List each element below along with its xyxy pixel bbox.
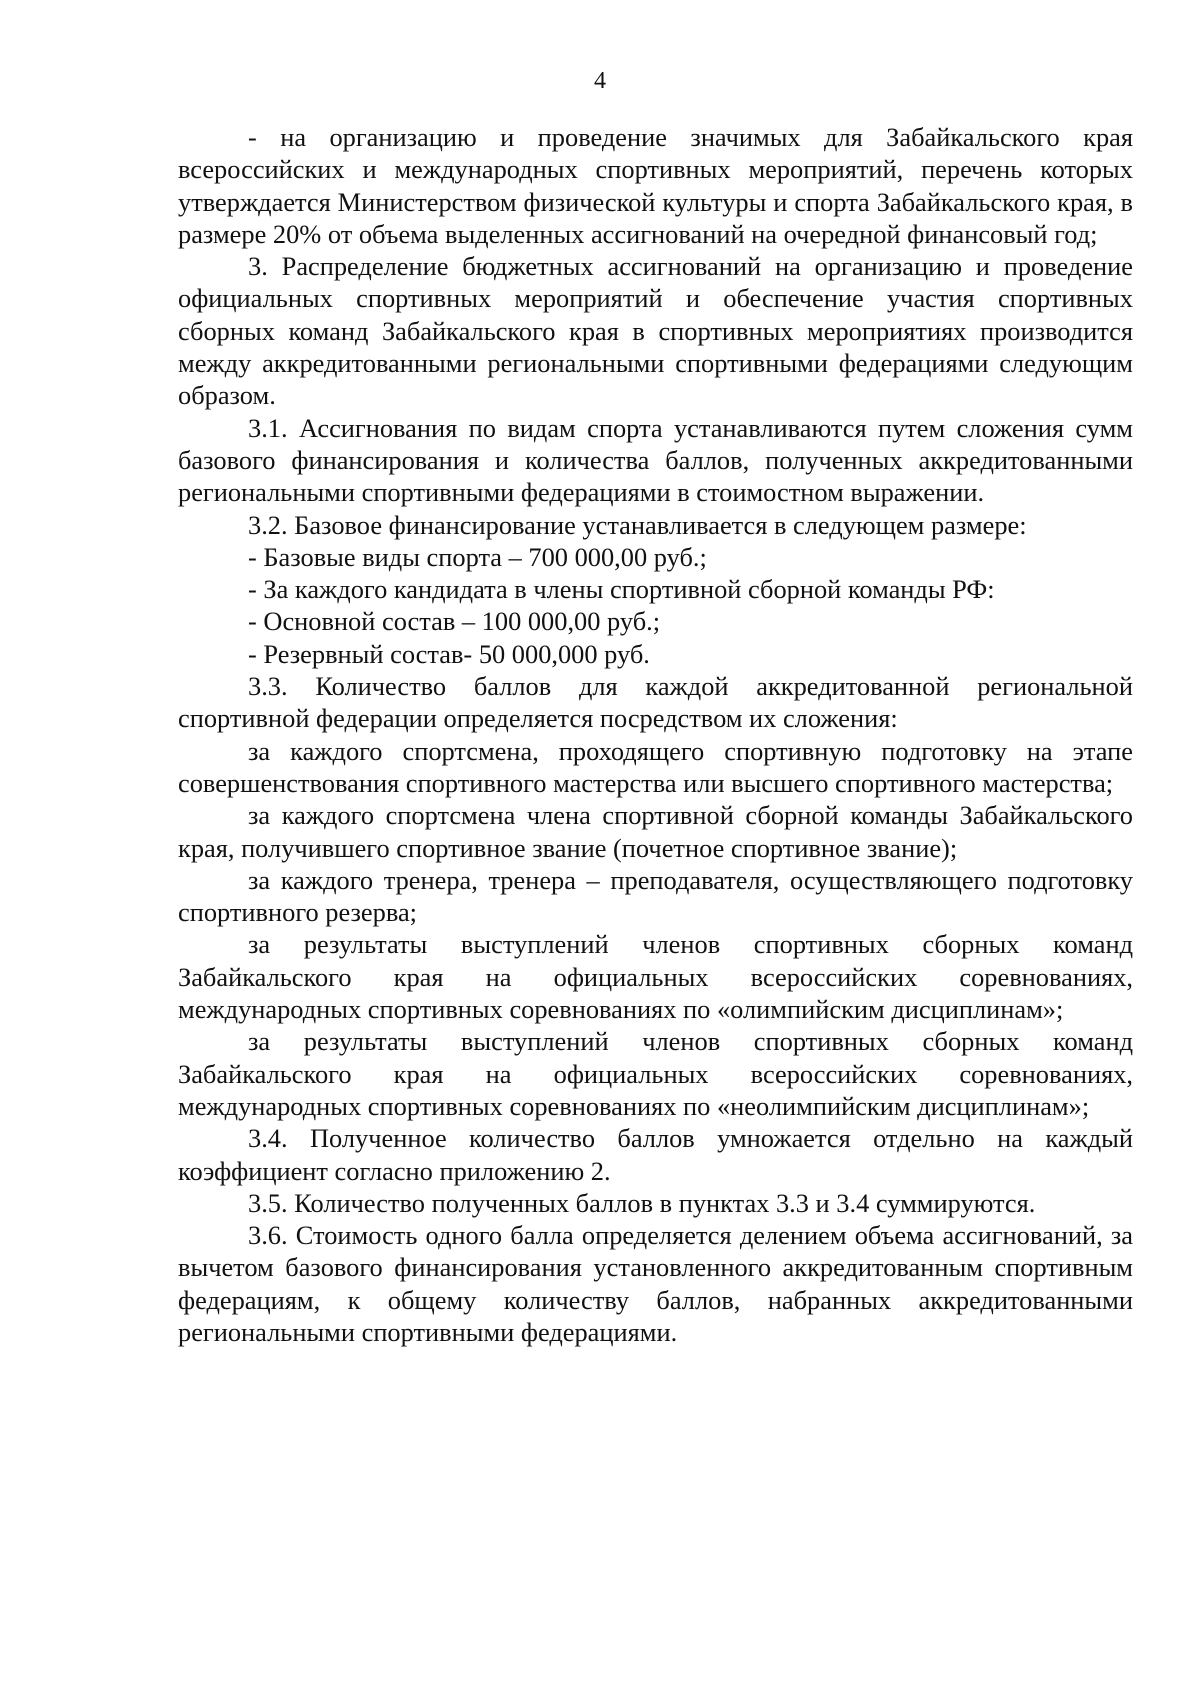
paragraph-3-5: 3.5. Количество полученных баллов в пунктах 3.3 и 3.4 суммируются. [248, 1187, 1036, 1218]
paragraph-3-6: 3.6. Стоимость одного балла определяется делением объема ассигнований, за вычетом базового финансирования установленного аккредитованным спортивным федерациям, к общему количеству баллов, набранных аккредитованными региональными спортивными федерациями. [178, 1220, 1133, 1347]
list-item-olympic-results: за результаты выступлений членов спортивных сборных команд Забайкальского края на официальных всероссийских соревнованиях, международных спортивных соревнованиях по «олимпийским дисциплинам»; [178, 929, 1133, 1025]
paragraph-item-international-events: - на организацию и проведение значимых для Забайкальского края всероссийских и международных спортивных мероприятий, перечень которых утверждается Министерством физической культуры и спорта Забайкальского края, в размере 20% от объема выделенных ассигнований на очередной финансовый год; [178, 122, 1133, 249]
list-item-main-roster: - Основной состав – 100 000,00 руб.; [248, 606, 661, 637]
paragraph-3-1: 3.1. Ассигнования по видам спорта устанавливаются путем сложения сумм базового финансирования и количества баллов, полученных аккредитованными региональными спортивными федерациями в стоимостном выражении. [178, 412, 1133, 508]
list-item-athlete-training: за каждого спортсмена, проходящего спортивную подготовку на этапе совершенствования спортивного мастерства или высшего спортивного мастерства; [178, 735, 1133, 798]
list-item-athlete-title: за каждого спортсмена члена спортивной сборной команды Забайкальского края, получившего спортивное звание (почетное спортивное звание); [178, 800, 1133, 863]
list-item-reserve-roster: - Резервный состав- 50 000,000 руб. [248, 638, 650, 669]
paragraph-3-2: 3.2. Базовое финансирование устанавливается в следующем размере: [248, 509, 1027, 540]
paragraph-3-4: 3.4. Полученное количество баллов умножается отдельно на каждый коэффициент согласно приложению 2. [178, 1123, 1133, 1186]
list-item-candidate: - За каждого кандидата в члены спортивной сборной команды РФ: [248, 574, 995, 605]
paragraph-3: 3. Распределение бюджетных ассигнований на организацию и проведение официальных спортивных мероприятий и обеспечение участия спортивных сборных команд Забайкальского края в спортивных мероприятиях производится между аккредитованными региональными спортивными федерациями следующим образом. [178, 251, 1133, 411]
list-item-base-sports: - Базовые виды спорта – 700 000,00 руб.; [248, 541, 707, 572]
list-item-non-olympic-results: за результаты выступлений членов спортивных сборных команд Забайкальского края на официальных всероссийских соревнованиях, международных спортивных соревнованиях по «неолимпийским дисциплинам»; [178, 1026, 1133, 1121]
document-body [178, 121, 1133, 1348]
page-number: 4 [594, 68, 606, 94]
paragraph-3-3: 3.3. Количество баллов для каждой аккредитованной региональной спортивной федерации определяется посредством их сложения: [178, 671, 1133, 734]
list-item-coach: за каждого тренера, тренера – преподавателя, осуществляющего подготовку спортивного резерва; [178, 864, 1133, 928]
